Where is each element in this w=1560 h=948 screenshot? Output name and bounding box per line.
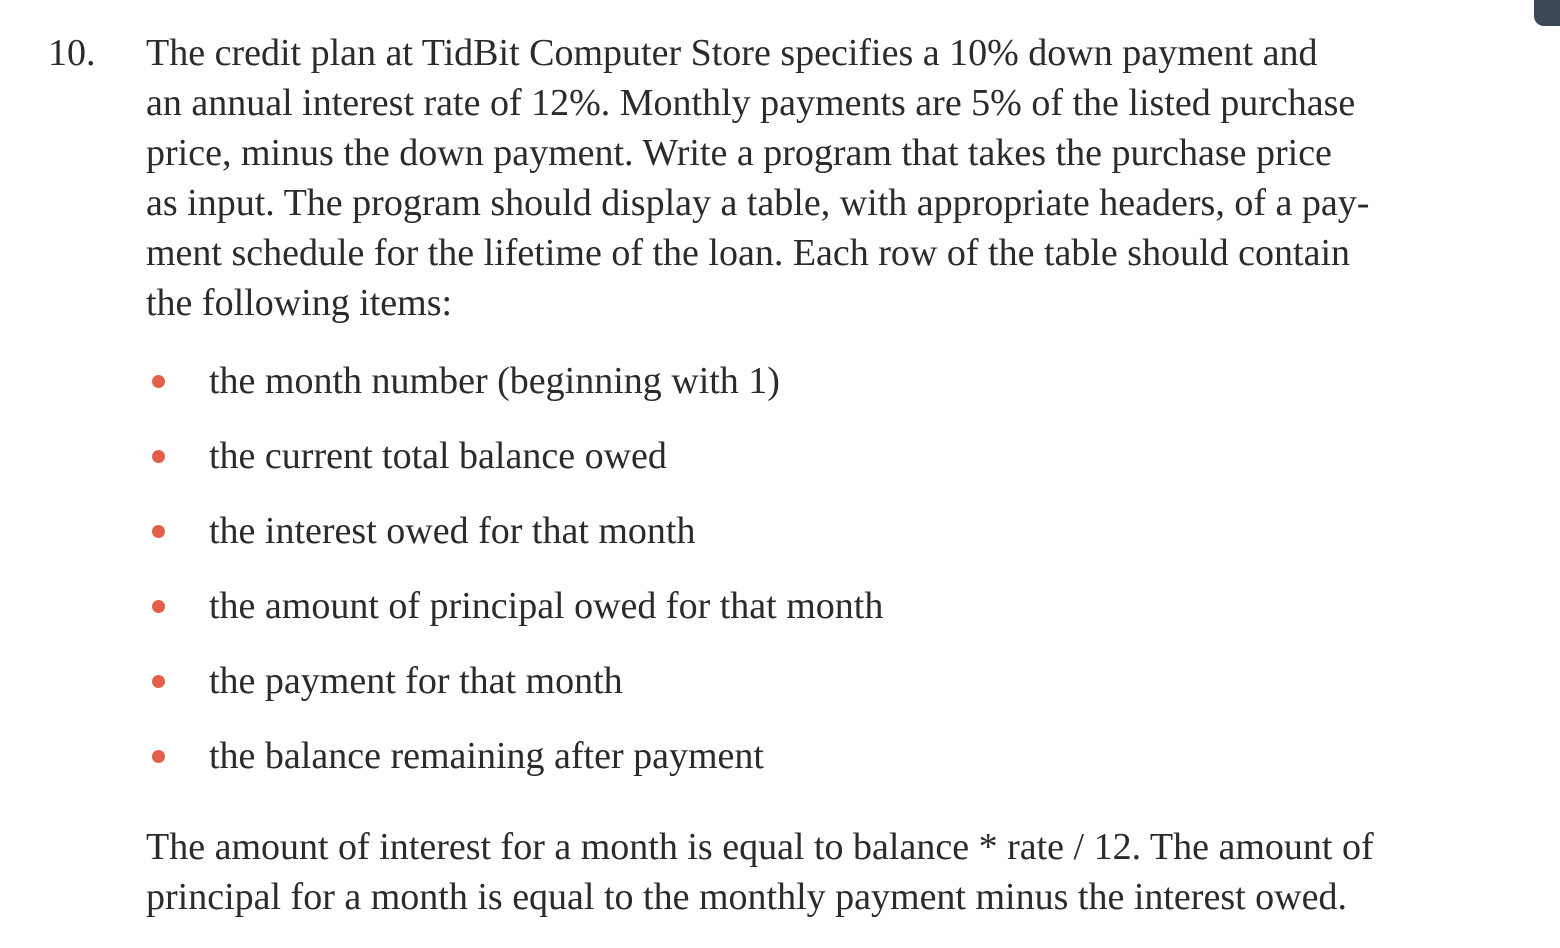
corner-tab [1534, 0, 1560, 26]
bullet-dot-icon [152, 450, 165, 463]
bullet-dot-icon [152, 600, 165, 613]
list-item-text: the balance remaining after payment [209, 735, 764, 777]
list-item [146, 653, 1446, 728]
problem-statement [146, 28, 1546, 328]
bullet-dot-icon [152, 750, 165, 763]
closing-paragraph [146, 822, 1556, 922]
bullet-dot-icon [152, 675, 165, 688]
problem-number: 10. [48, 32, 96, 74]
list-item [146, 728, 1446, 803]
list-item-text: the current total balance owed [209, 435, 667, 477]
closing-line: principal for a month is equal to the monthly payment minus the interest owed. [146, 876, 1347, 918]
list-item [146, 578, 1446, 653]
bullet-dot-icon [152, 375, 165, 388]
closing-paragraph-container [146, 822, 1556, 922]
list-item-text: the amount of principal owed for that month [209, 585, 884, 627]
intro-line: The credit plan at TidBit Computer Store specifies a 10% down payment and [146, 32, 1318, 74]
intro-line: as input. The program should display a table, with appropriate headers, of a pay- [146, 182, 1370, 224]
intro-paragraph [146, 28, 1546, 328]
intro-line: the following items: [146, 282, 453, 324]
bullet-dot-icon [152, 525, 165, 538]
intro-line: ment schedule for the lifetime of the loan. Each row of the table should contain [146, 232, 1350, 274]
list-item [146, 503, 1446, 578]
item-list [146, 353, 1446, 803]
intro-line: an annual interest rate of 12%. Monthly payments are 5% of the listed purchase [146, 82, 1356, 124]
list-item [146, 353, 1446, 428]
list-item-text: the interest owed for that month [209, 510, 696, 552]
list-item-text: the month number (beginning with 1) [209, 360, 780, 402]
list-item-text: the payment for that month [209, 660, 623, 702]
list-item [146, 428, 1446, 503]
closing-line: The amount of interest for a month is equal to balance * rate / 12. The amount of [146, 826, 1374, 868]
intro-line: price, minus the down payment. Write a program that takes the purchase price [146, 132, 1332, 174]
